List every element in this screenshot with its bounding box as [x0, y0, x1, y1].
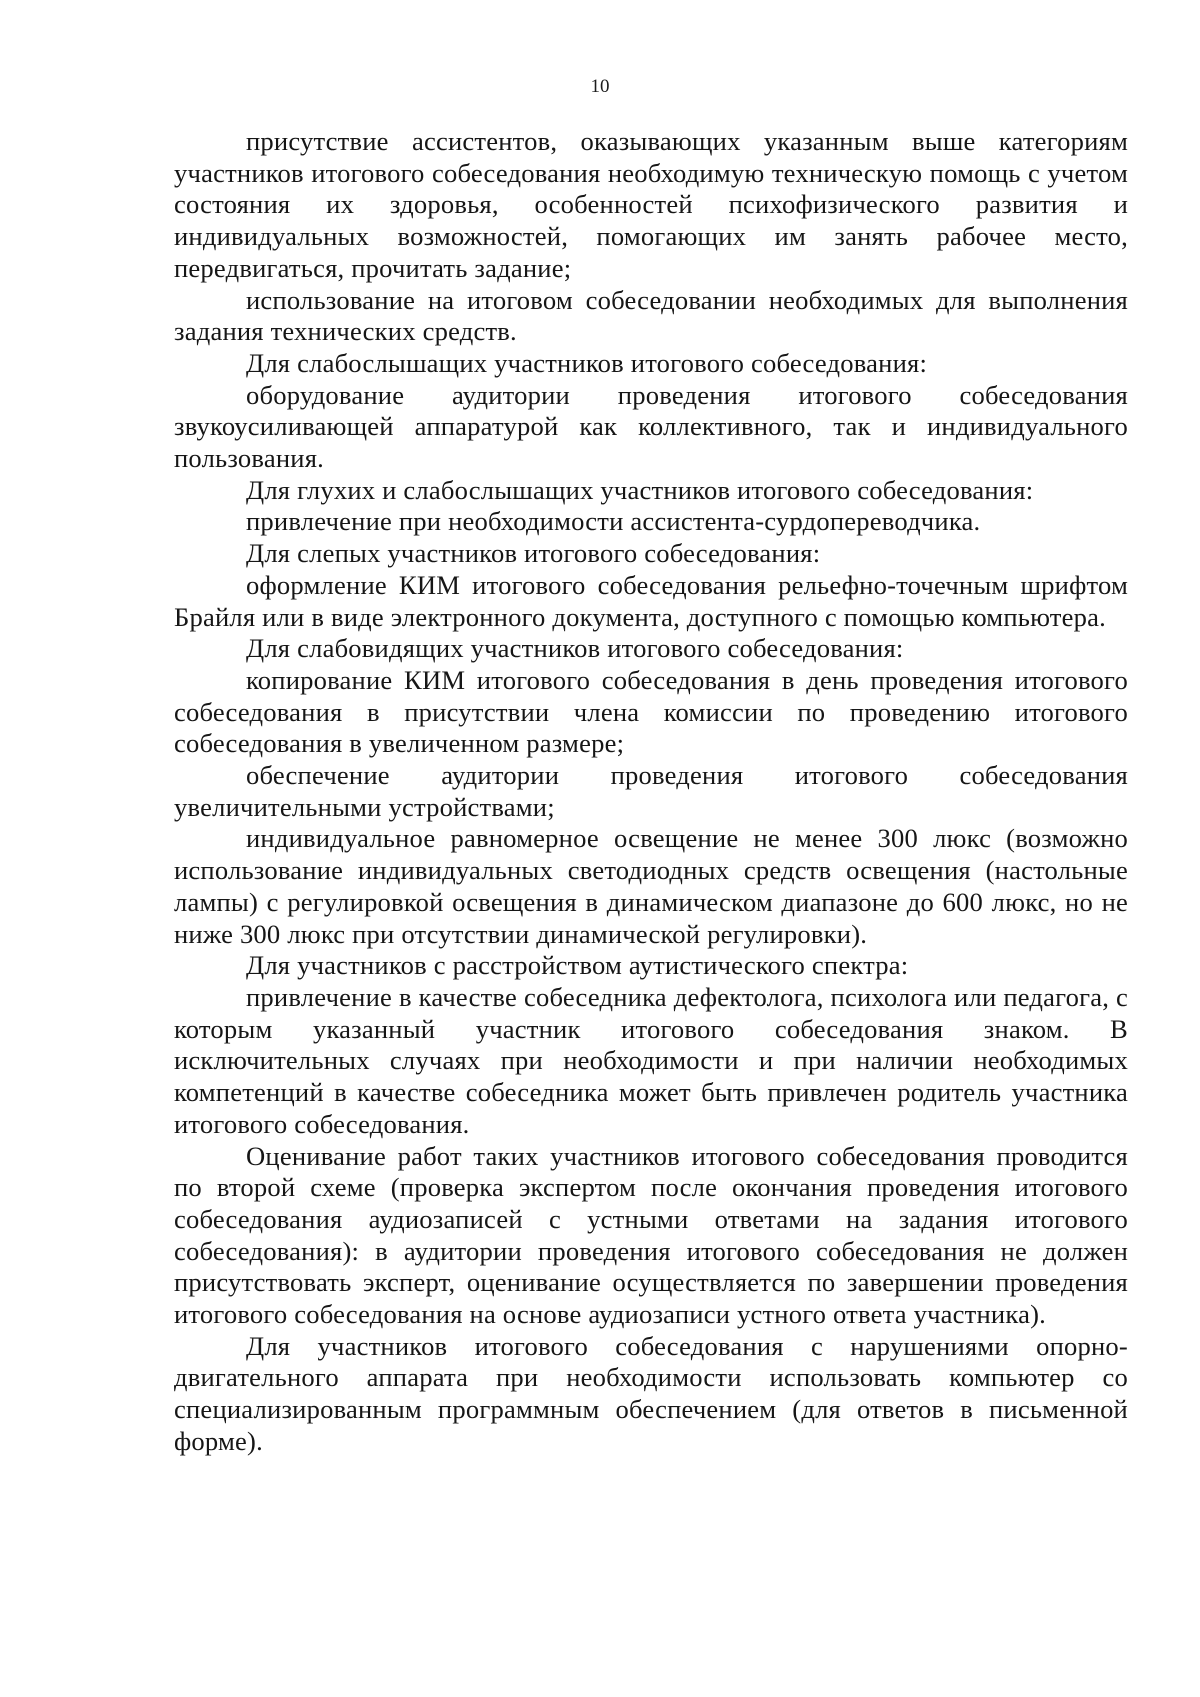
page-number: 10 — [590, 76, 610, 97]
paragraph: копирование КИМ итогового собеседования в день проведения итогового собеседования в присутствии члена комиссии по проведению итогового собеседования в увеличенном размере; — [174, 664, 1128, 759]
document-body — [174, 126, 1128, 1458]
paragraph: Для глухих и слабослышащих участников итогового собеседования: — [246, 474, 1034, 505]
paragraph: Для слабослышащих участников итогового собеседования: — [246, 347, 928, 378]
paragraph: использование на итоговом собеседовании необходимых для выполнения задания технических средств. — [174, 284, 1128, 347]
paragraph: Оценивание работ таких участников итогового собеседования проводится по второй схеме (проверка экспертом после окончания проведения итогового собеседования аудиозаписей с устными ответами на задания итогового собеседования): в аудитории проведения итогового собеседования не должен присутствовать эксперт, оценивание осуществляется по завершении проведения итогового собеседования на основе аудиозаписи устного ответа участника). — [174, 1140, 1128, 1330]
paragraph: индивидуальное равномерное освещение не менее 300 люкс (возможно использование индивидуальных светодиодных средств освещения (настольные лампы) с регулировкой освещения в динамическом диапазоне до 600 люкс, но не ниже 300 люкс при отсутствии динамической регулировки). — [174, 823, 1128, 949]
paragraph: оформление КИМ итогового собеседования рельефно-точечным шрифтом Брайля или в виде электронного документа, доступного с помощью компьютера. — [174, 569, 1128, 632]
paragraph: привлечение при необходимости ассистента-сурдопереводчика. — [246, 506, 981, 537]
paragraph: присутствие ассистентов, оказывающих указанным выше категориям участников итогового собеседования необходимую техническую помощь с учетом состояния их здоровья, особенностей психофизического развития и индивидуальных возможностей, помогающих им занять рабочее место, передвигаться, прочитать задание; — [174, 126, 1128, 283]
paragraph: обеспечение аудитории проведения итогового собеседования увеличительными устройствами; — [174, 760, 1128, 822]
paragraph: оборудование аудитории проведения итогового собеседования звукоусиливающей аппаратурой как коллективного, так и индивидуального пользования. — [174, 379, 1128, 474]
paragraph: Для участников итогового собеседования с нарушениями опорно-двигательного аппарата при необходимости использовать компьютер со специализированным программным обеспечением (для ответов в письменной форме). — [174, 1330, 1128, 1456]
paragraph: Для слабовидящих участников итогового собеседования: — [246, 633, 904, 664]
paragraph: Для участников с расстройством аутистического спектра: — [246, 950, 909, 981]
paragraph: привлечение в качестве собеседника дефектолога, психолога или педагога, с которым указанный участник итогового собеседования знаком. В исключительных случаях при необходимости и при наличии необходимых компетенций в качестве собеседника может быть привлечен родитель участника итогового собеседования. — [174, 981, 1128, 1139]
paragraph: Для слепых участников итогового собеседования: — [246, 538, 821, 569]
